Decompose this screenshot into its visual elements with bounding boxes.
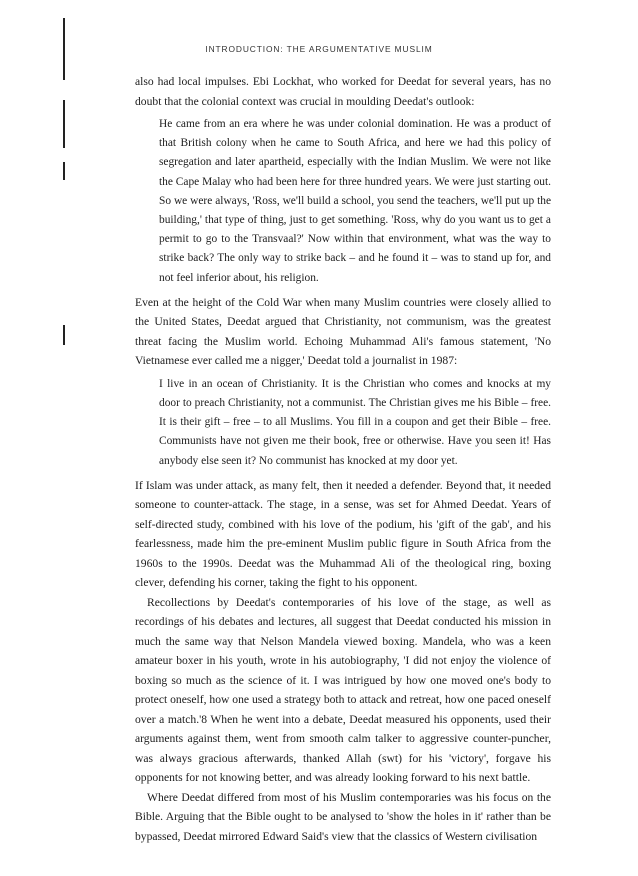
body-paragraph: If Islam was under attack, as many felt, then it needed a defender. Beyond that, it needed someone to counter-attack. The stage, in a sense, was set for Ahmed Deedat. Years of self-directed study, combined with his love of the podium, his 'gift of the gab', and his fearlessness, made him the pre-eminent Muslim public figure in South Africa from the 1960s to the 1990s. Deedat was the Muhammad Ali of the theological ring, boxing clever, defending his corner, taking the fight to his opponent.: [135, 478, 551, 590]
body-paragraph: Even at the height of the Cold War when many Muslim countries were closely allied to the United States, Deedat argued that Christianity, not communism, was the greatest threat facing the Muslim world. Echoing Muhammad Ali's famous statement, 'No Vietnamese ever called me a nigger,' Deedat told a journalist in 1987:: [135, 295, 551, 368]
body-paragraph: Where Deedat differed from most of his Muslim contemporaries was his focus on the Bible. Arguing that the Bible ought to be analysed to 'show the holes in it' rather than be bypassed, Deedat mirrored Edward Said's view that the classics of Western civilisation: [135, 790, 551, 843]
scan-edge-mark: [63, 162, 65, 180]
running-head: INTRODUCTION: THE ARGUMENTATIVE MUSLIM: [205, 44, 433, 54]
scan-edge-mark: [63, 100, 65, 148]
page-body: [135, 72, 551, 846]
scan-edge-mark: [63, 325, 65, 345]
block-quote: He came from an era where he was under colonial domination. He was a product of that British colony when he came to South Africa, and here we had this policy of segregation and later apartheid, especially with the Indian Muslim. We were not like the Cape Malay who had been here for three hundred years. We were just starting out. So we were always, 'Ross, we'll build a school, you send the teachers, we'll put up the building,' that type of thing, just to get something. 'Ross, why do you want us to get a permit to go to the Transvaal?' Now within that environment, what was the way to strike back? The only way to strike back – and he found it – was to stand up for, and not feel inferior about, his religion.: [159, 118, 551, 284]
block-quote: I live in an ocean of Christianity. It is the Christian who comes and knocks at my door to preach Christianity, not a communist. The Christian gives me his Bible – free. It is their gift – free – to all Muslims. You fill in a coupon and get their Bible – free. Communists have not given me their book, free or otherwise. Have you seen it! Has anybody else seen it? No communist has knocked at my door yet.: [159, 377, 551, 467]
body-paragraph: Recollections by Deedat's contemporaries of his love of the stage, as well as recordings of his debates and lectures, all suggest that Deedat conducted his mission in much the same way that Nelson Mandela viewed boxing. Mandela, who was a keen amateur boxer in his youth, wrote in his autobiography, 'I did not enjoy the violence of boxing so much as the science of it. I was intrigued by how one moved one's body to protect oneself, how one used a strategy both to attack and retreat, how one paced oneself over a match.'8 When he went into a debate, Deedat measured his opponents, used their arguments against them, went from smooth calm talker to aggressive counter-puncher, was always gracious afterwards, thanked Allah (swt) for his 'victory', forgave his opponents for not knowing better, and was already looking forward to his next battle.: [135, 595, 551, 785]
body-paragraph: also had local impulses. Ebi Lockhat, who worked for Deedat for several years, has no doubt that the colonial context was crucial in moulding Deedat's outlook:: [135, 75, 551, 108]
